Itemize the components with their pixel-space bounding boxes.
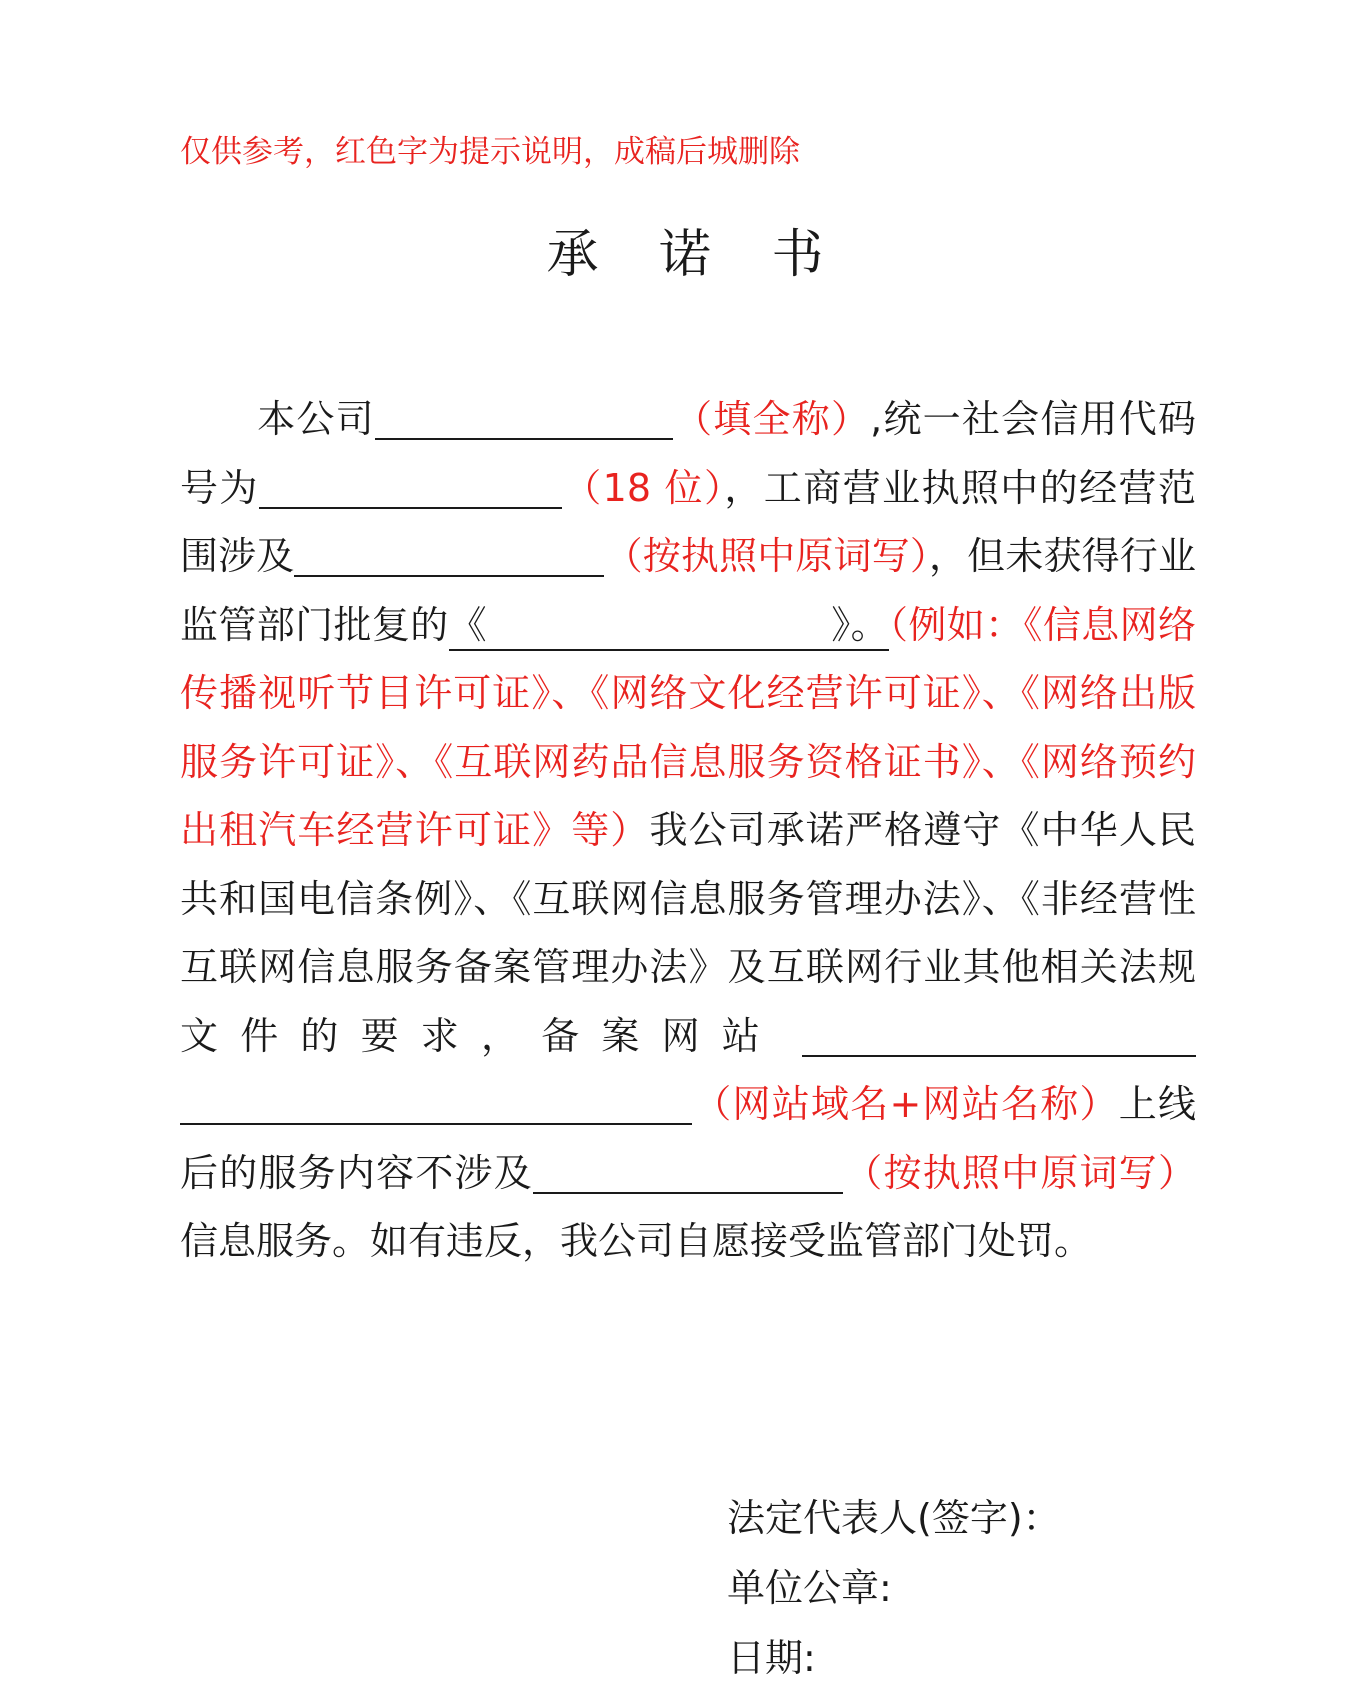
hint-permit-examples: （例如：《信息网络传播视听节目许可证》、《网络文化经营许可证》、《网络出版服务许可证》、《互联网药品信息服务资格证书》、《网络预约出租汽车经营许可证》等）: [180, 602, 1196, 852]
company-seal: 单位公章:: [727, 1566, 892, 1610]
text-business-scope: ，工商营业执照中的经营范围涉及: [180, 465, 1196, 578]
book-close: 》。: [830, 602, 890, 647]
legal-representative-signature: 法定代表人(签字)：: [727, 1496, 1061, 1540]
website-blank-2[interactable]: [180, 1079, 692, 1125]
credit-code-blank[interactable]: [259, 463, 562, 509]
text-compliance: 我公司承诺严格遵守《中华人民共和国电信条例》、《互联网信息服务管理办法》、《非经营性互联网信息服务备案管理办法》及互联网行业其他相关法规文件的要求，备案网站: [180, 808, 1196, 1058]
business-scope-blank[interactable]: [294, 531, 604, 577]
company-name-blank[interactable]: [375, 394, 673, 440]
website-blank-1[interactable]: [802, 1011, 1196, 1057]
permit-name-field[interactable]: [449, 603, 889, 651]
hint-website: （网站域名+网站名称）: [692, 1082, 1119, 1126]
commitment-body: [180, 385, 1196, 1276]
text-penalty: 信息服务。如有违反，我公司自愿接受监管部门处罚。: [180, 1219, 1093, 1263]
text-not-approved: ，但未获得行业监管部门批复的: [180, 534, 1196, 647]
commitment-paragraph: [180, 385, 1196, 1276]
hint-license-wording-2: （按执照中原词写）: [843, 1150, 1196, 1195]
hint-18-digits: （18 位）: [561, 465, 725, 510]
hint-license-wording: （按执照中原词写）: [604, 534, 930, 578]
document-title: 承 诺 书: [546, 225, 846, 285]
book-open: 《: [448, 602, 487, 647]
service-scope-blank[interactable]: [533, 1148, 843, 1194]
text-company: 本公司: [256, 397, 375, 441]
hint-fullname: （填全称）: [672, 397, 871, 441]
text-credit-code: ,统一社会信用代码号为: [180, 397, 1196, 510]
date-label: 日期:: [727, 1636, 816, 1680]
notice-text: 仅供参考，红色字为提示说明，成稿后城删除: [180, 134, 800, 170]
text-after-launch: 上线后的服务内容不涉及: [180, 1082, 1196, 1195]
